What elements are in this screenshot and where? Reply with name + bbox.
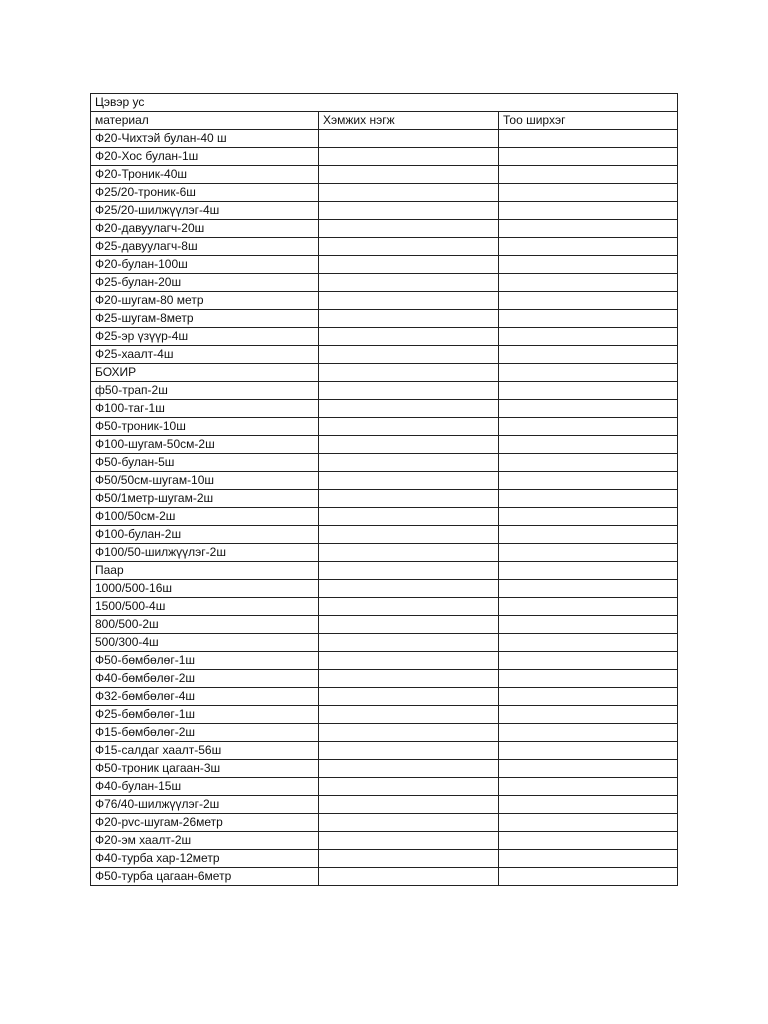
table-row bbox=[91, 616, 678, 634]
table-row bbox=[91, 346, 678, 364]
unit-cell bbox=[319, 652, 499, 670]
table-row bbox=[91, 454, 678, 472]
quantity-cell bbox=[499, 256, 678, 274]
quantity-cell bbox=[499, 706, 678, 724]
quantity-cell bbox=[499, 724, 678, 742]
quantity-cell bbox=[499, 292, 678, 310]
quantity-cell bbox=[499, 490, 678, 508]
quantity-cell bbox=[499, 544, 678, 562]
header-quantity: Тоо ширхэг bbox=[499, 112, 678, 130]
quantity-cell bbox=[499, 562, 678, 580]
table-row bbox=[91, 832, 678, 850]
material-cell: Ф50/1метр-шугам-2ш bbox=[91, 490, 319, 508]
table-row bbox=[91, 634, 678, 652]
table-row bbox=[91, 742, 678, 760]
title-row bbox=[91, 94, 678, 112]
unit-cell bbox=[319, 868, 499, 886]
material-cell: Ф20-давуулагч-20ш bbox=[91, 220, 319, 238]
unit-cell bbox=[319, 274, 499, 292]
unit-cell bbox=[319, 166, 499, 184]
quantity-cell bbox=[499, 652, 678, 670]
quantity-cell bbox=[499, 688, 678, 706]
unit-cell bbox=[319, 724, 499, 742]
material-cell: Ф20-Чихтэй булан-40 ш bbox=[91, 130, 319, 148]
materials-table bbox=[90, 93, 678, 886]
material-cell: Ф25-хаалт-4ш bbox=[91, 346, 319, 364]
material-cell: Ф15-бөмбөлөг-2ш bbox=[91, 724, 319, 742]
material-cell: Ф50/50см-шугам-10ш bbox=[91, 472, 319, 490]
quantity-cell bbox=[499, 400, 678, 418]
material-cell: Ф100-шугам-50см-2ш bbox=[91, 436, 319, 454]
quantity-cell bbox=[499, 814, 678, 832]
table-row bbox=[91, 760, 678, 778]
material-cell: Ф15-салдаг хаалт-56ш bbox=[91, 742, 319, 760]
unit-cell bbox=[319, 814, 499, 832]
quantity-cell bbox=[499, 382, 678, 400]
unit-cell bbox=[319, 850, 499, 868]
material-cell: 1500/500-4ш bbox=[91, 598, 319, 616]
unit-cell bbox=[319, 598, 499, 616]
quantity-cell bbox=[499, 580, 678, 598]
material-cell: Ф40-бөмбөлөг-2ш bbox=[91, 670, 319, 688]
header-unit: Хэмжих нэгж bbox=[319, 112, 499, 130]
quantity-cell bbox=[499, 526, 678, 544]
quantity-cell bbox=[499, 634, 678, 652]
material-cell: ф50-трап-2ш bbox=[91, 382, 319, 400]
material-cell: Ф25-давуулагч-8ш bbox=[91, 238, 319, 256]
unit-cell bbox=[319, 130, 499, 148]
table-row bbox=[91, 382, 678, 400]
unit-cell bbox=[319, 616, 499, 634]
unit-cell bbox=[319, 184, 499, 202]
quantity-cell bbox=[499, 598, 678, 616]
material-cell: Ф40-турба хар-12метр bbox=[91, 850, 319, 868]
material-cell: 500/300-4ш bbox=[91, 634, 319, 652]
material-cell: Ф20-шугам-80 метр bbox=[91, 292, 319, 310]
unit-cell bbox=[319, 490, 499, 508]
table-row bbox=[91, 490, 678, 508]
quantity-cell bbox=[499, 130, 678, 148]
material-cell: Ф20-булан-100ш bbox=[91, 256, 319, 274]
material-cell: Ф40-булан-15ш bbox=[91, 778, 319, 796]
table-row bbox=[91, 418, 678, 436]
unit-cell bbox=[319, 832, 499, 850]
quantity-cell bbox=[499, 346, 678, 364]
table-row bbox=[91, 130, 678, 148]
quantity-cell bbox=[499, 310, 678, 328]
header-material: материал bbox=[91, 112, 319, 130]
table-row bbox=[91, 796, 678, 814]
material-cell: Ф100/50-шилжүүлэг-2ш bbox=[91, 544, 319, 562]
table-row bbox=[91, 310, 678, 328]
material-cell: Паар bbox=[91, 562, 319, 580]
unit-cell bbox=[319, 580, 499, 598]
table-row bbox=[91, 184, 678, 202]
table-row bbox=[91, 598, 678, 616]
unit-cell bbox=[319, 454, 499, 472]
material-cell: Ф50-бөмбөлөг-1ш bbox=[91, 652, 319, 670]
material-cell: Ф20-эм хаалт-2ш bbox=[91, 832, 319, 850]
unit-cell bbox=[319, 706, 499, 724]
material-cell: Ф50-турба цагаан-6метр bbox=[91, 868, 319, 886]
table-row bbox=[91, 868, 678, 886]
quantity-cell bbox=[499, 832, 678, 850]
materials-table-body bbox=[91, 94, 678, 886]
unit-cell bbox=[319, 562, 499, 580]
title-cell: Цэвэр ус bbox=[91, 94, 678, 112]
unit-cell bbox=[319, 742, 499, 760]
material-cell: Ф25/20-шилжүүлэг-4ш bbox=[91, 202, 319, 220]
quantity-cell bbox=[499, 742, 678, 760]
table-row bbox=[91, 526, 678, 544]
table-row bbox=[91, 508, 678, 526]
table-row bbox=[91, 580, 678, 598]
unit-cell bbox=[319, 202, 499, 220]
quantity-cell bbox=[499, 796, 678, 814]
unit-cell bbox=[319, 688, 499, 706]
table-row bbox=[91, 238, 678, 256]
unit-cell bbox=[319, 670, 499, 688]
table-row bbox=[91, 688, 678, 706]
table-row bbox=[91, 706, 678, 724]
table-row bbox=[91, 364, 678, 382]
table-row bbox=[91, 472, 678, 490]
quantity-cell bbox=[499, 202, 678, 220]
unit-cell bbox=[319, 346, 499, 364]
table-row bbox=[91, 202, 678, 220]
material-cell: Ф25-шугам-8метр bbox=[91, 310, 319, 328]
unit-cell bbox=[319, 256, 499, 274]
material-cell: Ф50-булан-5ш bbox=[91, 454, 319, 472]
table-row bbox=[91, 166, 678, 184]
unit-cell bbox=[319, 778, 499, 796]
material-cell: Ф76/40-шилжүүлэг-2ш bbox=[91, 796, 319, 814]
unit-cell bbox=[319, 382, 499, 400]
unit-cell bbox=[319, 220, 499, 238]
unit-cell bbox=[319, 418, 499, 436]
unit-cell bbox=[319, 796, 499, 814]
unit-cell bbox=[319, 760, 499, 778]
table-row bbox=[91, 256, 678, 274]
unit-cell bbox=[319, 472, 499, 490]
material-cell: 1000/500-16ш bbox=[91, 580, 319, 598]
unit-cell bbox=[319, 238, 499, 256]
quantity-cell bbox=[499, 616, 678, 634]
quantity-cell bbox=[499, 472, 678, 490]
quantity-cell bbox=[499, 274, 678, 292]
material-cell: Ф20-Хос булан-1ш bbox=[91, 148, 319, 166]
quantity-cell bbox=[499, 868, 678, 886]
table-row bbox=[91, 220, 678, 238]
table-row bbox=[91, 544, 678, 562]
material-cell: БОХИР bbox=[91, 364, 319, 382]
table-row bbox=[91, 328, 678, 346]
quantity-cell bbox=[499, 454, 678, 472]
table-row bbox=[91, 148, 678, 166]
unit-cell bbox=[319, 364, 499, 382]
table-row bbox=[91, 562, 678, 580]
quantity-cell bbox=[499, 328, 678, 346]
header-row bbox=[91, 112, 678, 130]
table-row bbox=[91, 778, 678, 796]
table-row bbox=[91, 400, 678, 418]
quantity-cell bbox=[499, 778, 678, 796]
material-cell: Ф20-Троник-40ш bbox=[91, 166, 319, 184]
unit-cell bbox=[319, 634, 499, 652]
material-cell: 800/500-2ш bbox=[91, 616, 319, 634]
unit-cell bbox=[319, 400, 499, 418]
quantity-cell bbox=[499, 220, 678, 238]
quantity-cell bbox=[499, 148, 678, 166]
material-cell: Ф25-булан-20ш bbox=[91, 274, 319, 292]
material-cell: Ф50-троник цагаан-3ш bbox=[91, 760, 319, 778]
quantity-cell bbox=[499, 238, 678, 256]
unit-cell bbox=[319, 328, 499, 346]
unit-cell bbox=[319, 526, 499, 544]
quantity-cell bbox=[499, 850, 678, 868]
material-cell: Ф100-булан-2ш bbox=[91, 526, 319, 544]
unit-cell bbox=[319, 436, 499, 454]
material-cell: Ф32-бөмбөлөг-4ш bbox=[91, 688, 319, 706]
quantity-cell bbox=[499, 418, 678, 436]
material-cell: Ф50-троник-10ш bbox=[91, 418, 319, 436]
table-row bbox=[91, 724, 678, 742]
material-cell: Ф20-pvc-шугам-26метр bbox=[91, 814, 319, 832]
quantity-cell bbox=[499, 760, 678, 778]
material-cell: Ф100/50см-2ш bbox=[91, 508, 319, 526]
quantity-cell bbox=[499, 508, 678, 526]
table-row bbox=[91, 814, 678, 832]
table-row bbox=[91, 652, 678, 670]
table-row bbox=[91, 274, 678, 292]
table-row bbox=[91, 850, 678, 868]
material-cell: Ф100-таг-1ш bbox=[91, 400, 319, 418]
unit-cell bbox=[319, 310, 499, 328]
material-cell: Ф25/20-троник-6ш bbox=[91, 184, 319, 202]
material-cell: Ф25-эр үзүүр-4ш bbox=[91, 328, 319, 346]
quantity-cell bbox=[499, 166, 678, 184]
table-row bbox=[91, 292, 678, 310]
material-cell: Ф25-бөмбөлөг-1ш bbox=[91, 706, 319, 724]
table-row bbox=[91, 670, 678, 688]
unit-cell bbox=[319, 148, 499, 166]
quantity-cell bbox=[499, 184, 678, 202]
unit-cell bbox=[319, 292, 499, 310]
quantity-cell bbox=[499, 436, 678, 454]
unit-cell bbox=[319, 544, 499, 562]
quantity-cell bbox=[499, 364, 678, 382]
unit-cell bbox=[319, 508, 499, 526]
table-row bbox=[91, 436, 678, 454]
quantity-cell bbox=[499, 670, 678, 688]
